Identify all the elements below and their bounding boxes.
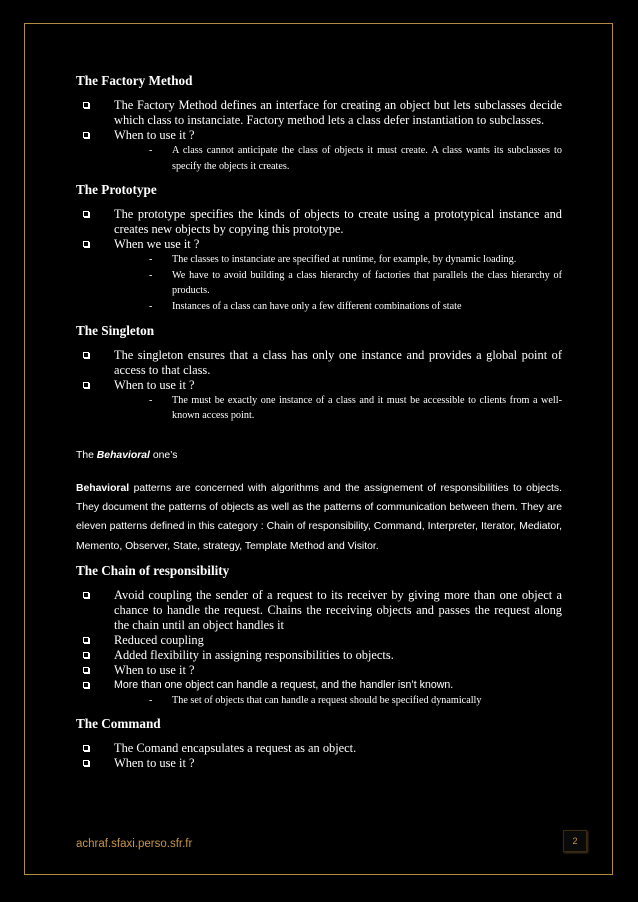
singleton-list [76, 348, 562, 393]
prototype-list [76, 207, 562, 252]
section-title-chain-of-responsibility: The Chain of responsibility [76, 562, 230, 578]
list-item: The singleton ensures that a class has only one instance and provides a global point of access to that class. [76, 348, 562, 378]
list-item: Avoid coupling the sender of a request to its receiver by giving more than one object a chance to handle the request. Chains the receiving objects and passes the request along the chain until an object handles it [76, 588, 562, 633]
factory-method-list [76, 98, 562, 143]
checkbox-bullet-icon [83, 211, 89, 217]
list-item: When to use it ? [76, 663, 562, 678]
list-item: When to use it ? [76, 128, 562, 143]
behavioral-heading: The Behavioral one’s [76, 449, 178, 461]
prototype-sublist [76, 252, 562, 314]
document-body [76, 72, 562, 771]
list-item: The Comand encapsulates a request as an object. [76, 741, 562, 756]
checkbox-bullet-icon [83, 745, 89, 751]
list-item: The Factory Method defines an interface for creating an object but lets subclasses decide which class to instanciate. Factory method lets a class defer instantiation to subclasses. [76, 98, 562, 128]
checkbox-bullet-icon [83, 132, 89, 138]
sub-list-item: - Instances of a class can have only a few different combinations of state [149, 300, 462, 312]
checkbox-bullet-icon [83, 682, 89, 688]
checkbox-bullet-icon [83, 102, 89, 108]
checkbox-bullet-icon [83, 760, 89, 766]
sub-list-item: - We have to avoid building a class hierarchy of factories that parallels the class hierarchy of products. [149, 269, 562, 297]
sub-list-item: - The must be exactly one instance of a class and it must be accessible to clients from a well-known access point. [149, 394, 562, 422]
checkbox-bullet-icon [83, 352, 89, 358]
behavioral-paragraph: Behavioral patterns are concerned with algorithms and the assignement of responsibilities to objects. They document the patterns of objects as well as the patterns of communication between them. They are eleven patterns defined in this category : Chain of responsibility, Command, Interpreter, Iterator, Mediator, Memento, Observer, State, strategy, Template Method and Visitor. [76, 482, 562, 552]
singleton-sublist [76, 393, 562, 424]
checkbox-bullet-icon [83, 592, 89, 598]
sub-list-item: - A class cannot anticipate the class of objects it must create. A class wants its subclasses to specify the objects it creates. [149, 145, 562, 172]
checkbox-bullet-icon [83, 667, 89, 673]
list-item: Added flexibility in assigning responsibilities to objects. [76, 648, 562, 663]
sub-list-item: - The classes to instanciate are specified at runtime, for example, by dynamic loading. [149, 254, 517, 266]
factory-method-sublist [76, 143, 562, 174]
list-item: When to use it ? [76, 378, 562, 393]
chain-sublist [76, 693, 562, 709]
list-item: The prototype specifies the kinds of objects to create using a prototypical instance and creates new objects by copying this prototype. [76, 207, 562, 237]
page-number: 2 [563, 830, 587, 852]
checkbox-bullet-icon [83, 382, 89, 388]
checkbox-bullet-icon [83, 241, 89, 247]
chain-list [76, 588, 562, 693]
section-title-singleton: The Singleton [76, 322, 155, 338]
section-title-command: The Command [76, 716, 161, 732]
sub-list-item: - The set of objects that can handle a request should be specified dynamically [149, 694, 482, 706]
footer-website-link[interactable]: achraf.sfaxi.perso.sfr.fr [76, 838, 193, 850]
list-item: More than one object can handle a request, and the handler isn’t known. [76, 678, 562, 693]
list-item: When we use it ? [76, 237, 562, 252]
checkbox-bullet-icon [83, 637, 89, 643]
command-list [76, 741, 562, 771]
list-item: Reduced coupling [76, 633, 562, 648]
checkbox-bullet-icon [83, 652, 89, 658]
list-item: When to use it ? [76, 756, 562, 771]
section-title-prototype: The Prototype [76, 182, 157, 198]
section-title-factory-method: The Factory Method [76, 73, 193, 88]
